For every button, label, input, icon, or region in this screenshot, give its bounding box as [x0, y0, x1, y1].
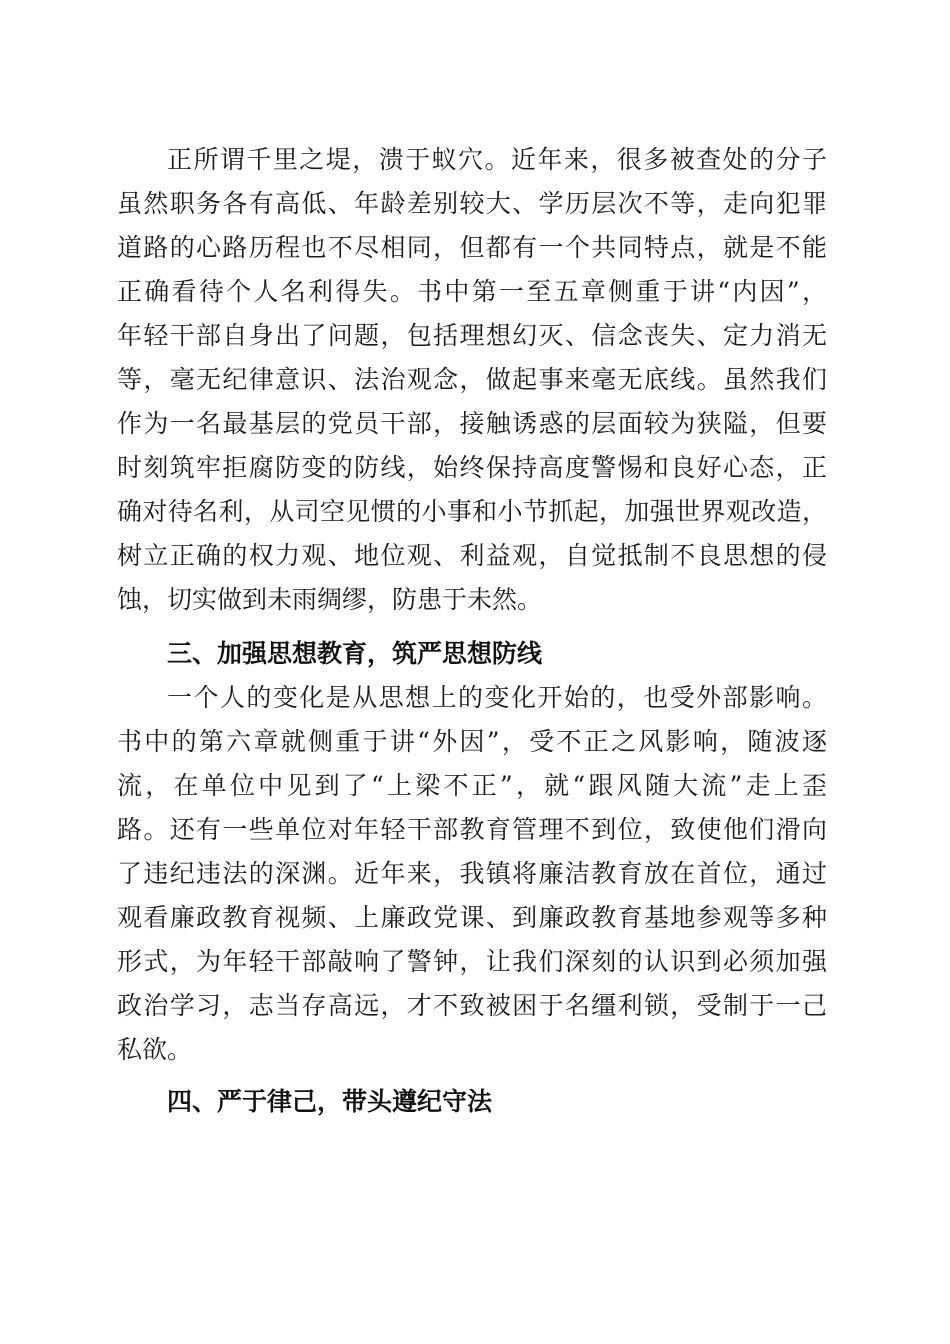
paragraph-line: 虽然职务各有高低、年龄差别较大、学历层次不等，走向犯罪: [117, 189, 827, 218]
paragraph-line: 形式，为年轻干部敲响了警钟，让我们深刻的认识到必须加强: [117, 947, 827, 976]
paragraph-line: 正确看待个人名利得失。书中第一至五章侧重于讲“内因”，: [117, 277, 827, 306]
paragraph-line: 等，毫无纪律意识、法治观念，做起事来毫无底线。虽然我们: [117, 365, 827, 394]
paragraph-line: 作为一名最基层的党员干部，接触诱惑的层面较为狭隘，但要: [117, 409, 827, 438]
paragraph-line: 确对待名利，从司空见惯的小事和小节抓起，加强世界观改造，: [117, 497, 827, 526]
paragraph-line: 了违纪违法的深渊。近年来，我镇将廉洁教育放在首位，通过: [117, 859, 827, 888]
section-heading-4: 四、严于律己，带头遵纪守法: [167, 1087, 493, 1116]
paragraph-line: 观看廉政教育视频、上廉政党课、到廉政教育基地参观等多种: [117, 903, 827, 932]
paragraph-line: 流，在单位中见到了“上梁不正”，就“跟风随大流”走上歪: [117, 771, 827, 800]
paragraph-line: 道路的心路历程也不尽相同，但都有一个共同特点，就是不能: [117, 233, 827, 262]
paragraph-line: 时刻筑牢拒腐防变的防线，始终保持高度警惕和良好心态，正: [117, 453, 827, 482]
paragraph-line: 树立正确的权力观、地位观、利益观，自觉抵制不良思想的侵: [117, 541, 827, 570]
paragraph-line: 年轻干部自身出了问题，包括理想幻灭、信念丧失、定力消无: [117, 321, 827, 350]
paragraph-line: 政治学习，志当存高远，才不致被困于名缰利锁，受制于一己: [117, 991, 827, 1020]
paragraph-line: 书中的第六章就侧重于讲“外因”，受不正之风影响，随波逐: [117, 727, 827, 756]
paragraph-line: 蚀，切实做到未雨绸缪，防患于未然。: [117, 585, 543, 614]
section-heading-3: 三、加强思想教育，筑严思想防线: [167, 639, 543, 668]
paragraph-line: 一个人的变化是从思想上的变化开始的，也受外部影响。: [167, 683, 827, 712]
paragraph-line: 路。还有一些单位对年轻干部教育管理不到位，致使他们滑向: [117, 815, 827, 844]
paragraph-line: 正所谓千里之堤，溃于蚁穴。近年来，很多被查处的分子: [167, 145, 827, 174]
paragraph-line: 私欲。: [117, 1035, 193, 1064]
